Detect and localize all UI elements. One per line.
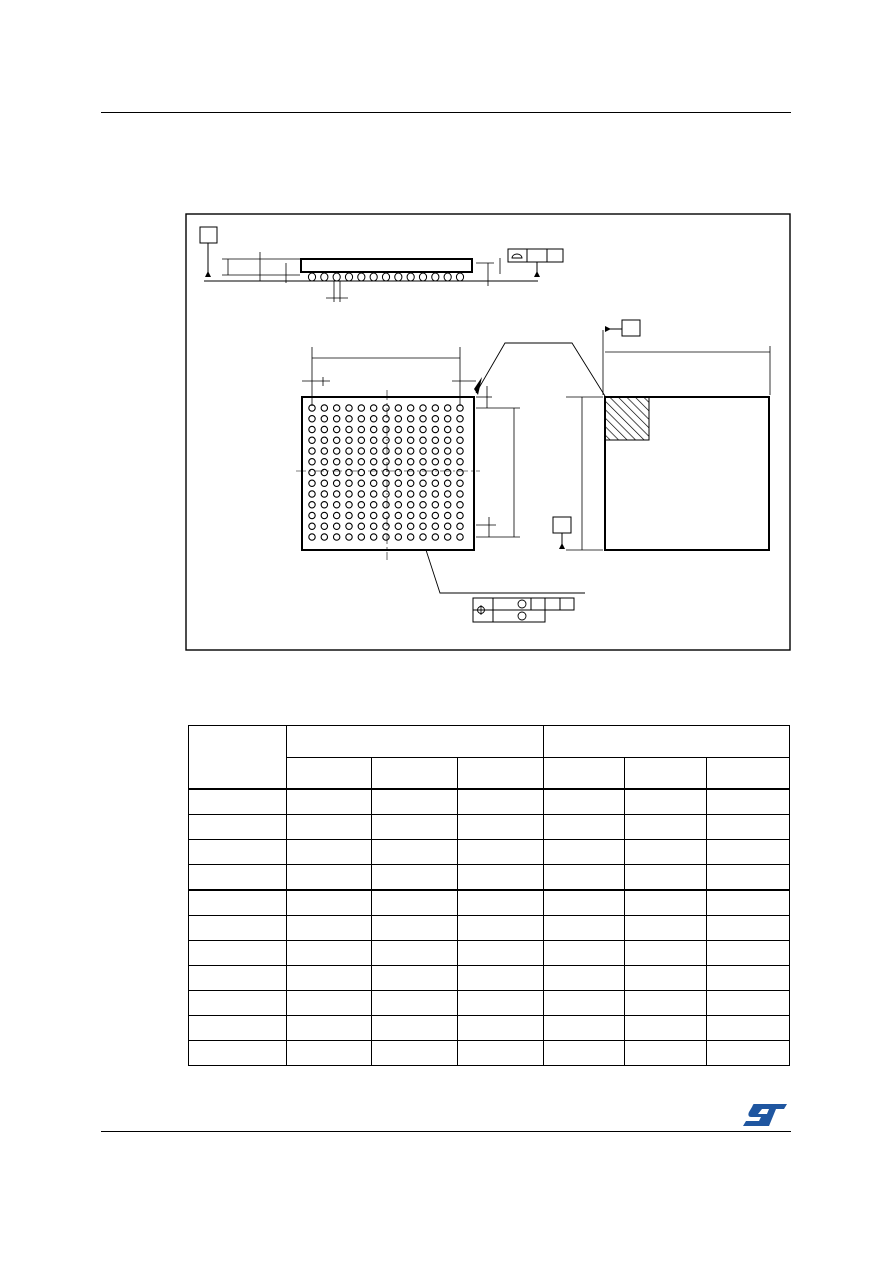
solder-ball — [321, 437, 327, 443]
value-cell — [287, 789, 372, 815]
side-solder-ball — [345, 273, 352, 281]
solder-ball — [321, 426, 327, 432]
solder-ball — [457, 448, 463, 454]
solder-ball — [420, 512, 426, 518]
solder-ball — [333, 491, 339, 497]
value-cell — [544, 840, 625, 865]
value-cell — [287, 815, 372, 840]
subheader — [372, 758, 458, 790]
solder-ball — [358, 534, 364, 540]
value-cell — [544, 1041, 625, 1066]
side-solder-ball — [370, 273, 377, 281]
value-cell — [707, 941, 790, 966]
solder-ball — [444, 491, 450, 497]
solder-ball — [383, 523, 389, 529]
solder-ball — [432, 523, 438, 529]
value-cell — [372, 916, 458, 941]
solder-ball — [370, 523, 376, 529]
symbol-cell — [189, 840, 287, 865]
solder-ball — [395, 459, 401, 465]
solder-ball — [457, 523, 463, 529]
value-cell — [458, 991, 544, 1016]
solder-ball — [395, 469, 401, 475]
value-cell — [707, 966, 790, 991]
subheader — [625, 758, 707, 790]
solder-ball — [444, 459, 450, 465]
value-cell — [458, 966, 544, 991]
solder-ball — [383, 491, 389, 497]
solder-ball — [358, 437, 364, 443]
solder-ball — [383, 416, 389, 422]
value-cell — [458, 840, 544, 865]
value-cell — [458, 1016, 544, 1041]
solder-ball — [420, 502, 426, 508]
solder-ball — [444, 534, 450, 540]
solder-ball — [333, 512, 339, 518]
value-cell — [458, 815, 544, 840]
side-solder-ball — [358, 273, 365, 281]
solder-ball — [346, 491, 352, 497]
solder-ball — [309, 437, 315, 443]
solder-ball — [395, 416, 401, 422]
solder-ball — [346, 437, 352, 443]
solder-ball — [407, 416, 413, 422]
value-cell — [625, 840, 707, 865]
solder-ball — [309, 491, 315, 497]
solder-ball — [383, 459, 389, 465]
value-cell — [625, 941, 707, 966]
solder-ball — [383, 480, 389, 486]
solder-ball — [358, 469, 364, 475]
value-cell — [707, 1016, 790, 1041]
footer-rule — [101, 1131, 791, 1132]
solder-ball — [444, 480, 450, 486]
solder-ball — [407, 469, 413, 475]
solder-ball — [407, 448, 413, 454]
solder-ball — [333, 448, 339, 454]
value-cell — [625, 916, 707, 941]
bottom-view — [296, 343, 605, 622]
solder-ball — [370, 534, 376, 540]
solder-ball — [309, 534, 315, 540]
solder-ball — [407, 512, 413, 518]
solder-ball — [407, 437, 413, 443]
symbol-cell — [189, 991, 287, 1016]
table-row — [189, 941, 790, 966]
solder-ball — [407, 491, 413, 497]
solder-ball — [370, 405, 376, 411]
value-cell — [458, 1041, 544, 1066]
solder-ball — [432, 502, 438, 508]
solder-ball — [420, 534, 426, 540]
symbol-cell — [189, 1041, 287, 1066]
solder-ball — [358, 448, 364, 454]
solder-ball — [395, 502, 401, 508]
solder-ball — [358, 459, 364, 465]
value-cell — [372, 840, 458, 865]
package-body-side — [301, 259, 472, 272]
value-cell — [544, 916, 625, 941]
value-cell — [458, 916, 544, 941]
solder-ball — [383, 426, 389, 432]
table-row — [189, 840, 790, 865]
value-cell — [372, 966, 458, 991]
symbol-cell — [189, 966, 287, 991]
solder-ball — [420, 480, 426, 486]
value-cell — [625, 1041, 707, 1066]
solder-ball — [370, 448, 376, 454]
solder-ball — [383, 437, 389, 443]
value-cell — [287, 1016, 372, 1041]
solder-ball — [333, 426, 339, 432]
value-cell — [287, 890, 372, 916]
value-cell — [625, 865, 707, 891]
value-cell — [544, 890, 625, 916]
solder-ball — [309, 523, 315, 529]
side-solder-ball — [456, 273, 463, 281]
value-cell — [287, 865, 372, 891]
solder-ball — [370, 437, 376, 443]
solder-ball — [321, 416, 327, 422]
value-cell — [544, 966, 625, 991]
solder-ball — [333, 405, 339, 411]
solder-ball — [383, 448, 389, 454]
table-row — [189, 966, 790, 991]
solder-ball — [346, 502, 352, 508]
solder-ball — [457, 426, 463, 432]
value-cell — [458, 941, 544, 966]
datum-box-mid — [553, 517, 571, 533]
solder-ball — [309, 459, 315, 465]
solder-ball — [444, 448, 450, 454]
solder-ball — [358, 405, 364, 411]
symbol-cell — [189, 941, 287, 966]
solder-ball — [457, 416, 463, 422]
solder-ball — [395, 426, 401, 432]
top-view — [553, 320, 770, 550]
value-cell — [707, 815, 790, 840]
solder-ball — [321, 523, 327, 529]
value-cell — [625, 890, 707, 916]
solder-ball — [309, 480, 315, 486]
side-solder-ball — [382, 273, 389, 281]
solder-ball — [333, 480, 339, 486]
value-cell — [458, 890, 544, 916]
solder-ball — [432, 426, 438, 432]
solder-ball — [395, 480, 401, 486]
solder-ball — [346, 523, 352, 529]
value-cell — [287, 966, 372, 991]
solder-ball — [420, 448, 426, 454]
solder-ball — [407, 523, 413, 529]
solder-ball — [309, 502, 315, 508]
solder-ball — [321, 405, 327, 411]
datum-box-top-left — [200, 227, 217, 243]
solder-ball — [420, 459, 426, 465]
solder-ball — [321, 502, 327, 508]
solder-ball — [407, 534, 413, 540]
side-balls — [308, 273, 463, 281]
header-group-1 — [287, 726, 544, 758]
solder-ball — [432, 405, 438, 411]
solder-ball — [395, 405, 401, 411]
solder-ball — [370, 469, 376, 475]
value-cell — [372, 941, 458, 966]
subheader — [544, 758, 625, 790]
solder-ball — [358, 480, 364, 486]
solder-ball — [346, 416, 352, 422]
symbol-cell — [189, 789, 287, 815]
solder-ball — [309, 448, 315, 454]
solder-ball — [457, 469, 463, 475]
solder-ball — [383, 405, 389, 411]
value-cell — [707, 840, 790, 865]
value-cell — [372, 1041, 458, 1066]
solder-ball — [370, 480, 376, 486]
solder-ball — [321, 534, 327, 540]
solder-ball — [370, 459, 376, 465]
symbol-cell — [189, 916, 287, 941]
solder-ball — [321, 512, 327, 518]
solder-ball — [395, 523, 401, 529]
solder-ball — [420, 491, 426, 497]
table-row — [189, 789, 790, 815]
subheader — [287, 758, 372, 790]
value-cell — [707, 991, 790, 1016]
value-cell — [544, 1016, 625, 1041]
solder-ball — [457, 512, 463, 518]
value-cell — [625, 966, 707, 991]
symbol-header — [189, 726, 287, 790]
solder-ball — [407, 502, 413, 508]
solder-ball — [309, 426, 315, 432]
value-cell — [707, 789, 790, 815]
solder-ball — [358, 512, 364, 518]
side-solder-ball — [321, 273, 328, 281]
solder-ball — [457, 480, 463, 486]
side-solder-ball — [395, 273, 402, 281]
solder-ball — [370, 426, 376, 432]
solder-ball — [444, 405, 450, 411]
solder-ball — [321, 459, 327, 465]
solder-ball — [395, 491, 401, 497]
solder-ball — [321, 469, 327, 475]
table-row — [189, 1016, 790, 1041]
solder-ball — [420, 469, 426, 475]
value-cell — [372, 865, 458, 891]
side-solder-ball — [333, 273, 340, 281]
value-cell — [544, 789, 625, 815]
table-header-row — [189, 726, 790, 758]
symbol-cell — [189, 865, 287, 891]
table-row — [189, 890, 790, 916]
solder-ball — [346, 405, 352, 411]
dimension-table — [188, 725, 790, 1066]
subheader — [458, 758, 544, 790]
solder-ball — [444, 437, 450, 443]
flatness-control-frame — [508, 249, 563, 277]
solder-ball — [432, 512, 438, 518]
solder-ball — [346, 480, 352, 486]
table-row — [189, 991, 790, 1016]
symbol-cell — [189, 1016, 287, 1041]
solder-ball — [407, 459, 413, 465]
solder-ball — [370, 512, 376, 518]
solder-ball — [420, 437, 426, 443]
subheader — [707, 758, 790, 790]
solder-ball — [309, 416, 315, 422]
solder-ball — [383, 512, 389, 518]
solder-ball — [346, 512, 352, 518]
solder-ball — [346, 426, 352, 432]
datum-box-right — [622, 320, 640, 336]
value-cell — [707, 1041, 790, 1066]
value-cell — [458, 865, 544, 891]
value-cell — [287, 991, 372, 1016]
solder-ball — [383, 469, 389, 475]
solder-ball — [370, 416, 376, 422]
solder-ball — [420, 416, 426, 422]
value-cell — [625, 1016, 707, 1041]
value-cell — [707, 916, 790, 941]
solder-ball — [395, 448, 401, 454]
solder-ball — [321, 448, 327, 454]
solder-ball — [358, 523, 364, 529]
value-cell — [625, 789, 707, 815]
side-solder-ball — [432, 273, 439, 281]
solder-ball — [333, 469, 339, 475]
value-cell — [544, 865, 625, 891]
st-logo-icon — [742, 1103, 788, 1127]
solder-ball — [432, 437, 438, 443]
value-cell — [544, 815, 625, 840]
solder-ball — [457, 502, 463, 508]
symbol-cell — [189, 815, 287, 840]
value-cell — [372, 1016, 458, 1041]
solder-ball — [432, 459, 438, 465]
solder-ball — [432, 416, 438, 422]
solder-ball — [346, 469, 352, 475]
solder-ball — [395, 512, 401, 518]
solder-ball — [358, 502, 364, 508]
solder-ball — [383, 502, 389, 508]
solder-ball — [407, 405, 413, 411]
solder-ball — [370, 502, 376, 508]
value-cell — [707, 890, 790, 916]
value-cell — [287, 1041, 372, 1066]
side-solder-ball — [419, 273, 426, 281]
solder-ball — [444, 426, 450, 432]
a1-corner-hatch — [605, 397, 649, 440]
solder-ball — [333, 416, 339, 422]
solder-ball — [395, 437, 401, 443]
solder-ball — [457, 437, 463, 443]
solder-ball — [333, 459, 339, 465]
solder-ball — [457, 459, 463, 465]
value-cell — [287, 941, 372, 966]
table-row — [189, 1041, 790, 1066]
solder-ball — [407, 426, 413, 432]
solder-ball — [321, 491, 327, 497]
value-cell — [287, 916, 372, 941]
solder-ball — [333, 437, 339, 443]
value-cell — [544, 991, 625, 1016]
solder-ball — [383, 534, 389, 540]
value-cell — [372, 815, 458, 840]
solder-ball — [432, 469, 438, 475]
solder-ball — [444, 512, 450, 518]
solder-ball — [432, 534, 438, 540]
side-solder-ball — [444, 273, 451, 281]
solder-ball — [420, 426, 426, 432]
solder-ball — [395, 534, 401, 540]
solder-ball — [358, 426, 364, 432]
value-cell — [625, 991, 707, 1016]
table-row — [189, 815, 790, 840]
solder-ball — [444, 502, 450, 508]
solder-ball — [333, 534, 339, 540]
solder-ball — [457, 491, 463, 497]
value-cell — [372, 991, 458, 1016]
solder-ball — [346, 448, 352, 454]
solder-ball — [444, 469, 450, 475]
solder-ball — [444, 416, 450, 422]
solder-ball — [432, 448, 438, 454]
value-cell — [372, 890, 458, 916]
solder-ball — [321, 480, 327, 486]
value-cell — [707, 865, 790, 891]
solder-ball — [346, 459, 352, 465]
header-group-2 — [544, 726, 790, 758]
side-solder-ball — [407, 273, 414, 281]
solder-ball — [358, 416, 364, 422]
solder-ball — [346, 534, 352, 540]
solder-ball — [432, 491, 438, 497]
side-view — [200, 227, 563, 302]
table-body — [189, 789, 790, 1066]
solder-ball — [444, 523, 450, 529]
value-cell — [287, 840, 372, 865]
side-solder-ball — [308, 273, 315, 281]
solder-ball — [420, 405, 426, 411]
table-row — [189, 865, 790, 891]
position-control-frame — [473, 598, 574, 622]
value-cell — [544, 941, 625, 966]
solder-ball — [333, 523, 339, 529]
solder-ball — [358, 491, 364, 497]
solder-ball — [457, 534, 463, 540]
table-row — [189, 916, 790, 941]
solder-ball — [309, 512, 315, 518]
solder-ball — [420, 523, 426, 529]
value-cell — [625, 815, 707, 840]
value-cell — [458, 789, 544, 815]
value-cell — [372, 789, 458, 815]
solder-ball — [432, 480, 438, 486]
solder-ball — [309, 469, 315, 475]
solder-ball — [333, 502, 339, 508]
solder-ball — [370, 491, 376, 497]
symbol-cell — [189, 890, 287, 916]
solder-ball — [407, 480, 413, 486]
